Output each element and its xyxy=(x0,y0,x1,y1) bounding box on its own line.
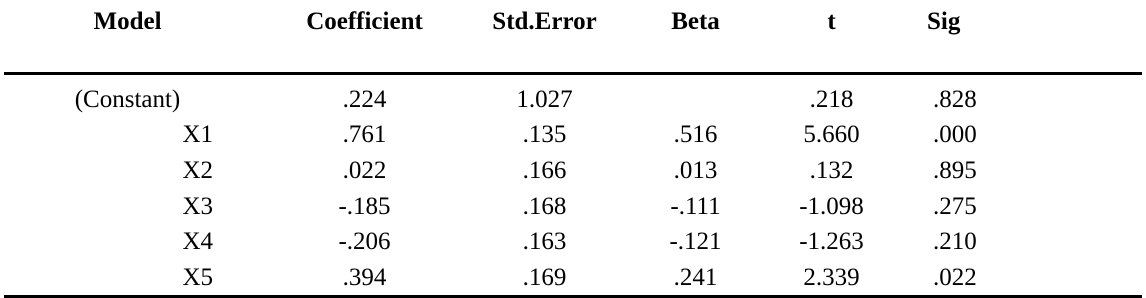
t-cell: -1.263 xyxy=(799,228,864,256)
std-error-cell: .163 xyxy=(522,228,567,256)
model-cell: X5 xyxy=(4,260,263,297)
model-cell: (Constant) xyxy=(74,85,181,113)
sig-cell: .022 xyxy=(895,260,1142,297)
beta-cell: -.121 xyxy=(669,228,722,256)
header-sig: Sig xyxy=(895,0,1142,74)
table-row xyxy=(4,74,1142,118)
table-header xyxy=(4,0,1142,74)
table-row xyxy=(4,224,1142,260)
std-error-cell: 1.027 xyxy=(516,85,573,113)
sig-cell: .210 xyxy=(933,228,977,256)
sig-cell: .000 xyxy=(933,121,977,149)
table-row xyxy=(4,117,1142,153)
t-cell: 5.660 xyxy=(803,121,860,149)
model-cell: X1 xyxy=(182,121,213,149)
header-std-error: Std.Error xyxy=(466,0,623,74)
std-error-cell: .169 xyxy=(466,260,623,297)
header-t: t xyxy=(768,0,895,74)
sig-cell: .275 xyxy=(933,192,977,220)
coefficient-cell: -.185 xyxy=(338,192,391,220)
table-row xyxy=(4,188,1142,224)
t-cell: .132 xyxy=(809,157,854,185)
table-row xyxy=(4,260,1142,297)
model-cell: X3 xyxy=(182,192,213,220)
header-model: Model xyxy=(4,0,263,74)
model-cell: X4 xyxy=(182,228,213,256)
beta-cell xyxy=(623,74,768,118)
coefficient-cell: .224 xyxy=(342,85,387,113)
header-beta: Beta xyxy=(623,0,768,74)
t-cell: -1.098 xyxy=(799,192,864,220)
std-error-cell: .168 xyxy=(522,192,567,220)
coefficient-cell: .394 xyxy=(263,260,466,297)
header-coefficient: Coefficient xyxy=(263,0,466,74)
table-body xyxy=(4,74,1142,297)
coefficient-cell: -.206 xyxy=(338,228,391,256)
sig-cell: .895 xyxy=(933,157,977,185)
coefficient-cell: .022 xyxy=(342,157,387,185)
model-cell: X2 xyxy=(182,157,213,185)
regression-coefficients-table xyxy=(4,0,1142,298)
t-cell: 2.339 xyxy=(768,260,895,297)
table-row xyxy=(4,153,1142,189)
header-row xyxy=(4,0,1142,74)
beta-cell: .516 xyxy=(673,121,718,149)
beta-cell: -.111 xyxy=(670,192,721,220)
std-error-cell: .166 xyxy=(522,157,567,185)
std-error-cell: .135 xyxy=(522,121,567,149)
coefficient-cell: .761 xyxy=(342,121,387,149)
sig-cell: .828 xyxy=(933,85,977,113)
beta-cell: .013 xyxy=(673,157,718,185)
beta-cell: .241 xyxy=(623,260,768,297)
t-cell: .218 xyxy=(809,85,854,113)
